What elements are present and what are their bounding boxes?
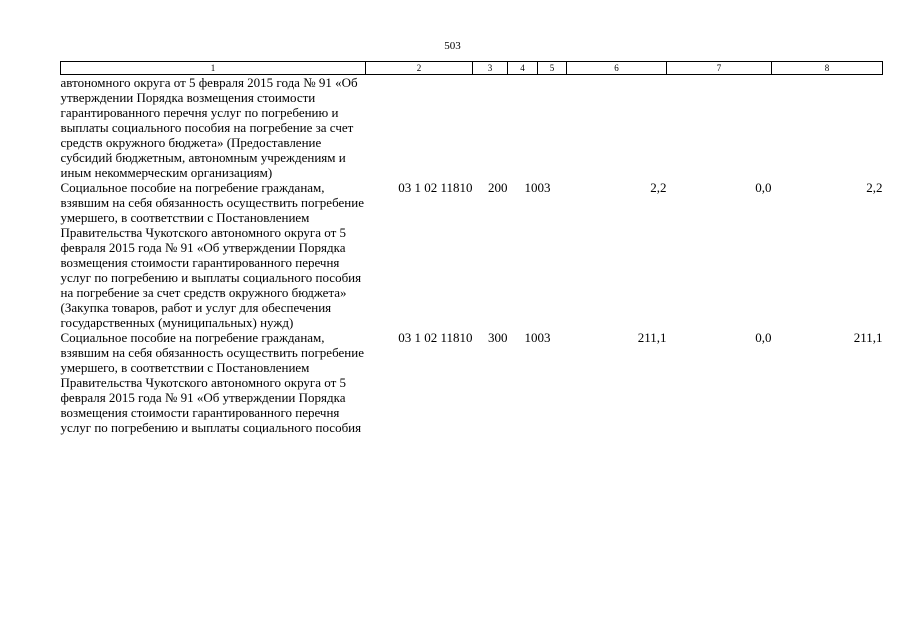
row-subsection: 03 [537, 180, 551, 195]
table-row [61, 75, 883, 181]
row-amount-8: 211,1 [853, 330, 883, 345]
column-header-6: 6 [567, 62, 667, 75]
row-amount-7 [667, 75, 772, 181]
row-subsection: 03 [537, 330, 551, 345]
row-amount-6: 2,2 [650, 180, 667, 195]
row-amount-6 [567, 75, 667, 181]
row-section [508, 75, 538, 181]
row-description: автономного округа от 5 февраля 2015 года № 91 «Об утверждении Порядка возмещения стоимости гарантированного перечня услуг по погребению и выплаты социального пособия на погребение за счет средств окружного бюджета» (Предоставление субсидий бюджетным, автономным учреждениям и иным некоммерческим организациям) [60, 75, 358, 180]
column-header-3: 3 [473, 62, 508, 75]
column-header-4: 4 [508, 62, 538, 75]
row-section: 10 [524, 330, 538, 345]
row-section: 10 [524, 180, 538, 195]
row-amount-8 [772, 75, 883, 181]
row-target-code: 03 1 02 11810 [398, 330, 473, 345]
table-row [61, 180, 883, 330]
row-description: Социальное пособие на погребение гражданам, взявшим на себя обязанность осуществить погребение умершего, в соответствии с Постановлением Правительства Чукотского автономного округа от 5 февраля 2015 года № 91 «Об утверждении Порядка возмещения стоимости гарантированного перечня услуг по погребению и выплаты социального пособия на погребение за счет средств окружного бюджета» (Закупка товаров, работ и услуг для обеспечения государственных (муниципальных) нужд) [60, 180, 364, 330]
row-expense-type: 300 [488, 330, 508, 345]
row-target-code [366, 75, 473, 181]
row-description: Социальное пособие на погребение гражданам, взявшим на себя обязанность осуществить погребение умершего, в соответствии с Постановлением Правительства Чукотского автономного округа от 5 февраля 2015 года № 91 «Об утверждении Порядка возмещения стоимости гарантированного перечня услуг по погребению и выплаты социального пособия [60, 330, 364, 435]
column-header-8: 8 [772, 62, 883, 75]
row-amount-7: 0,0 [755, 180, 772, 195]
header-row [61, 62, 883, 75]
row-amount-6: 211,1 [637, 330, 667, 345]
row-target-code: 03 1 02 11810 [398, 180, 473, 195]
page-number: 503 [444, 40, 461, 52]
table-row [61, 330, 883, 435]
column-header-2: 2 [366, 62, 473, 75]
row-expense-type [473, 75, 508, 181]
row-subsection [538, 75, 567, 181]
row-expense-type: 200 [488, 180, 508, 195]
budget-table [60, 61, 883, 435]
column-header-7: 7 [667, 62, 772, 75]
column-header-5: 5 [538, 62, 567, 75]
row-amount-8: 2,2 [866, 180, 883, 195]
column-header-1: 1 [61, 62, 366, 75]
row-amount-7: 0,0 [755, 330, 772, 345]
